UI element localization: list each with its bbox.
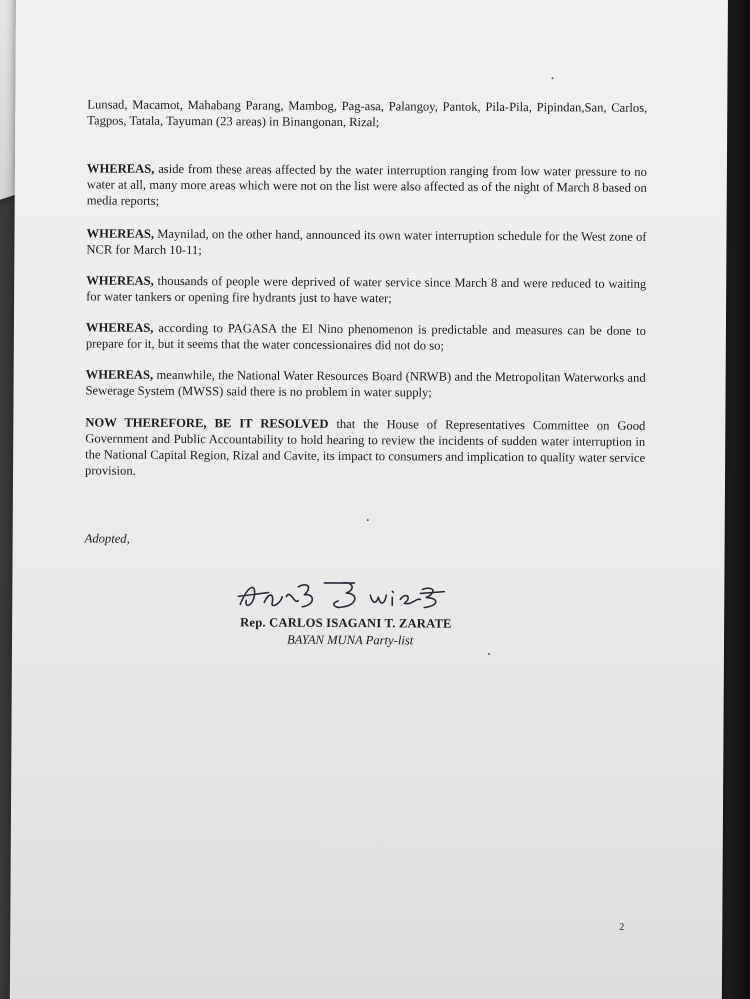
whereas-paragraph-3 (86, 272, 646, 307)
resolution-text: that the House of Representatives Committee on Good Government and Public Accountability to hold hearing to review the incidents of sudden water interruption in the National Capital Region, Rizal and Cavite, its impact to consumers and implication to quality water service provision. (85, 416, 646, 478)
resolution-lead: NOW THEREFORE, BE IT RESOLVED (85, 415, 329, 431)
whereas-lead: WHEREAS, (86, 161, 155, 176)
document-page (10, 0, 728, 999)
whereas-paragraph-2 (86, 225, 646, 260)
whereas-lead: WHEREAS, (86, 226, 155, 241)
resolution-paragraph (85, 414, 645, 481)
whereas-lead: WHEREAS, (85, 367, 154, 382)
whereas-text: according to PAGASA the El Nino phenomenon is predictable and measures can be done to prepare for it, but it seems that the water concessionaires did not do so; (85, 320, 646, 353)
signatory-party: BAYAN MUNA Party-list (286, 632, 414, 648)
whereas-paragraph-4 (86, 319, 646, 354)
edge-shadow (728, 0, 750, 999)
continuation-paragraph: Lunsad, Macamot, Mahabang Parang, Mambog, Pag-asa, Palangoy, Pantok, Pila-Pila, Pipindan,San, Carlos, Tagpos, Tatala, Tayuman (23 areas) in Binangonan, Rizal; (87, 97, 648, 130)
whereas-text: Maynilad, on the other hand, announced its own water interruption schedule for the West zone of NCR for March 10-11; (86, 226, 647, 258)
paper-speck (551, 77, 553, 79)
whereas-lead: WHEREAS, (86, 273, 154, 288)
whereas-paragraph-5 (86, 366, 646, 401)
paper-speck (488, 653, 490, 655)
paper-speck (367, 519, 369, 521)
adopted-label: Adopted, (84, 531, 130, 546)
whereas-text: meanwhile, the National Water Resources Board (NRWB) and the Metropolitan Waterworks and Sewerage System (MWSS) said there is no problem in water supply; (85, 367, 646, 400)
whereas-lead: WHEREAS, (85, 320, 154, 335)
whereas-text: thousands of people were deprived of water service since March 8 and were reduced to waiting for water tankers or opening fire hydrants just to have water; (86, 273, 647, 306)
handwritten-signature (234, 574, 484, 620)
signatory-name: Rep. CARLOS ISAGANI T. ZARATE (240, 615, 452, 631)
whereas-paragraph-1 (87, 160, 647, 211)
whereas-text: aside from these areas affected by the water interruption ranging from low water pressure to no water at all, many more areas which were not on the list were also affected as of the night of March 8 based on media reports; (86, 161, 647, 208)
page-number: 2 (619, 921, 625, 933)
